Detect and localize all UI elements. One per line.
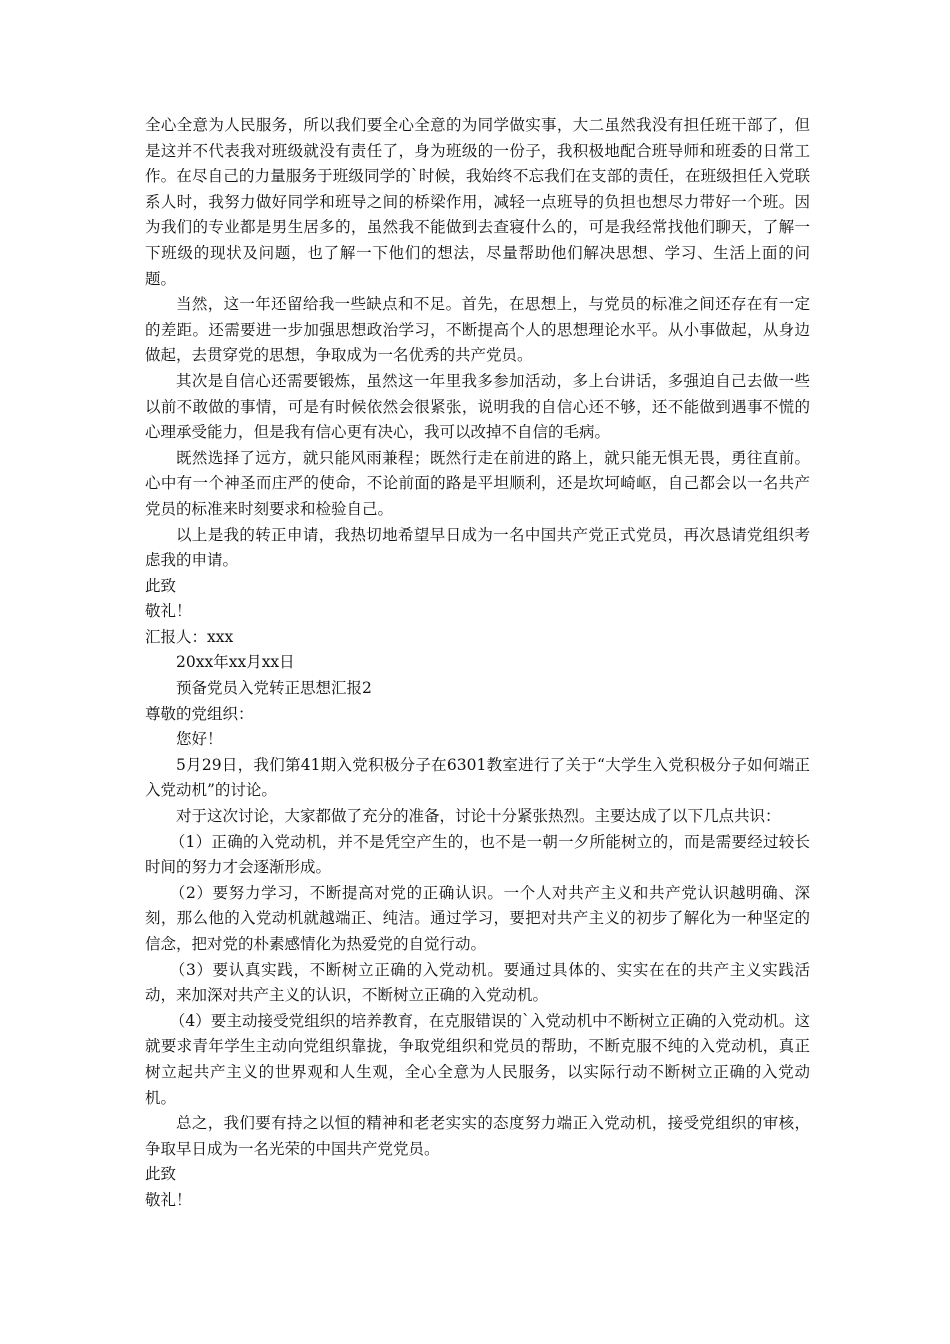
point-4: （4）要主动接受党组织的培养教育，在克服错误的`入党动机中不断树立正确的入党动机。这就要求青年学生主动向党组织靠拢，争取党组织和党员的帮助，不断克服不纯的入党动机，真正树立起共产主义的世界观和人生观，全心全意为人民服务，以实际行动不断树立正确的入党动机。 — [145, 1011, 810, 1107]
point-3: （3）要认真实践，不断树立正确的入党动机。要通过具体的、实实在在的共产主义实践活动，来加深对共产主义的认识，不断树立正确的入党动机。 — [145, 960, 810, 1005]
document-body — [145, 113, 810, 1214]
closing-salutation-2: 此致 — [145, 1165, 177, 1184]
paragraph-3: 其次是自信心还需要锻炼，虽然这一年里我多参加活动，多上台讲话，多强迫自己去做一些以前不敢做的事情，可是有时候依然会很紧张，说明我的自信心还不够，还不能做到遇事不慌的心理承受能力，但是我有信心更有决心，我可以改掉不自信的毛病。 — [145, 371, 810, 442]
point-1: （1）正确的入党动机，并不是凭空产生的，也不是一朝一夕所能树立的，而是需要经过较长时间的努力才会逐渐形成。 — [145, 832, 810, 877]
greeting-addressee: 尊敬的党组织： — [145, 704, 254, 723]
date-line: 20xx年xx月xx日 — [176, 653, 295, 672]
paragraph-4: 既然选择了远方，就只能风雨兼程；既然行走在前进的路上，就只能无惧无畏，勇往直前。心中有一个神圣而庄严的使命，不论前面的路是平坦顺利，还是坎坷崎岖，自己都会以一名共产党员的标准来时刻要求和检验自己。 — [145, 448, 810, 518]
paragraph-5: 以上是我的转正申请，我热切地希望早日成为一名中国共产党正式党员，再次恳请党组织考虑我的申请。 — [145, 525, 810, 570]
paragraph-2: 当然，这一年还留给我一些缺点和不足。首先，在思想上，与党员的标准之间还存在有一定的差距。还需要进一步加强思想政治学习，不断提高个人的思想理论水平。从小事做起，从身边做起，去贯穿党的思想，争取成为一名优秀的共产党员。 — [145, 295, 810, 365]
closing-salutation-1: 此致 — [145, 576, 177, 595]
reporter-line: 汇报人：xxx — [145, 627, 234, 646]
paragraph-8: 总之，我们要有持之以恒的精神和老老实实的态度努力端正入党动机，接受党组织的审核，争取早日成为一名光荣的中国共产党党员。 — [145, 1114, 810, 1158]
closing-regards-1: 敬礼！ — [145, 602, 192, 621]
paragraph-1: 全心全意为人民服务，所以我们要全心全意的为同学做实事，大二虽然我没有担任班干部了，但是这并不代表我对班级就没有责任了，身为班级的一份子，我积极地配合班导师和班委的日常工作。在尽自己的力量服务于班级同学的`时候，我始终不忘我们在支部的责任，在班级担任入党联系人时，我努力做好同学和班导之间的桥梁作用，减轻一点班导的负担也想尽力带好一个班。因为我们的专业都是男生居多的，虽然我不能做到去查寝什么的，可是我经常找他们聊天，了解一下班级的现状及问题，也了解一下他们的想法，尽量帮助他们解决思想、学习、生活上面的问题。 — [145, 116, 810, 288]
closing-regards-2: 敬礼！ — [145, 1190, 192, 1209]
paragraph-7: 对于这次讨论，大家都做了充分的准备，讨论十分紧张热烈。主要达成了以下几点共识： — [176, 807, 781, 826]
greeting-hello: 您好！ — [176, 730, 223, 749]
section-title: 预备党员入党转正思想汇报2 — [176, 679, 372, 698]
paragraph-6: 5月29日，我们第41期入党积极分子在6301教室进行了关于“大学生入党积极分子如何端正入党动机”的讨论。 — [145, 755, 810, 800]
point-2: （2）要努力学习，不断提高对党的正确认识。一个人对共产主义和共产党认识越明确、深刻，那么他的入党动机就越端正、纯洁。通过学习，要把对共产主义的初步了解化为一种坚定的信念，把对党的朴素感情化为热爱党的自觉行动。 — [145, 883, 810, 953]
